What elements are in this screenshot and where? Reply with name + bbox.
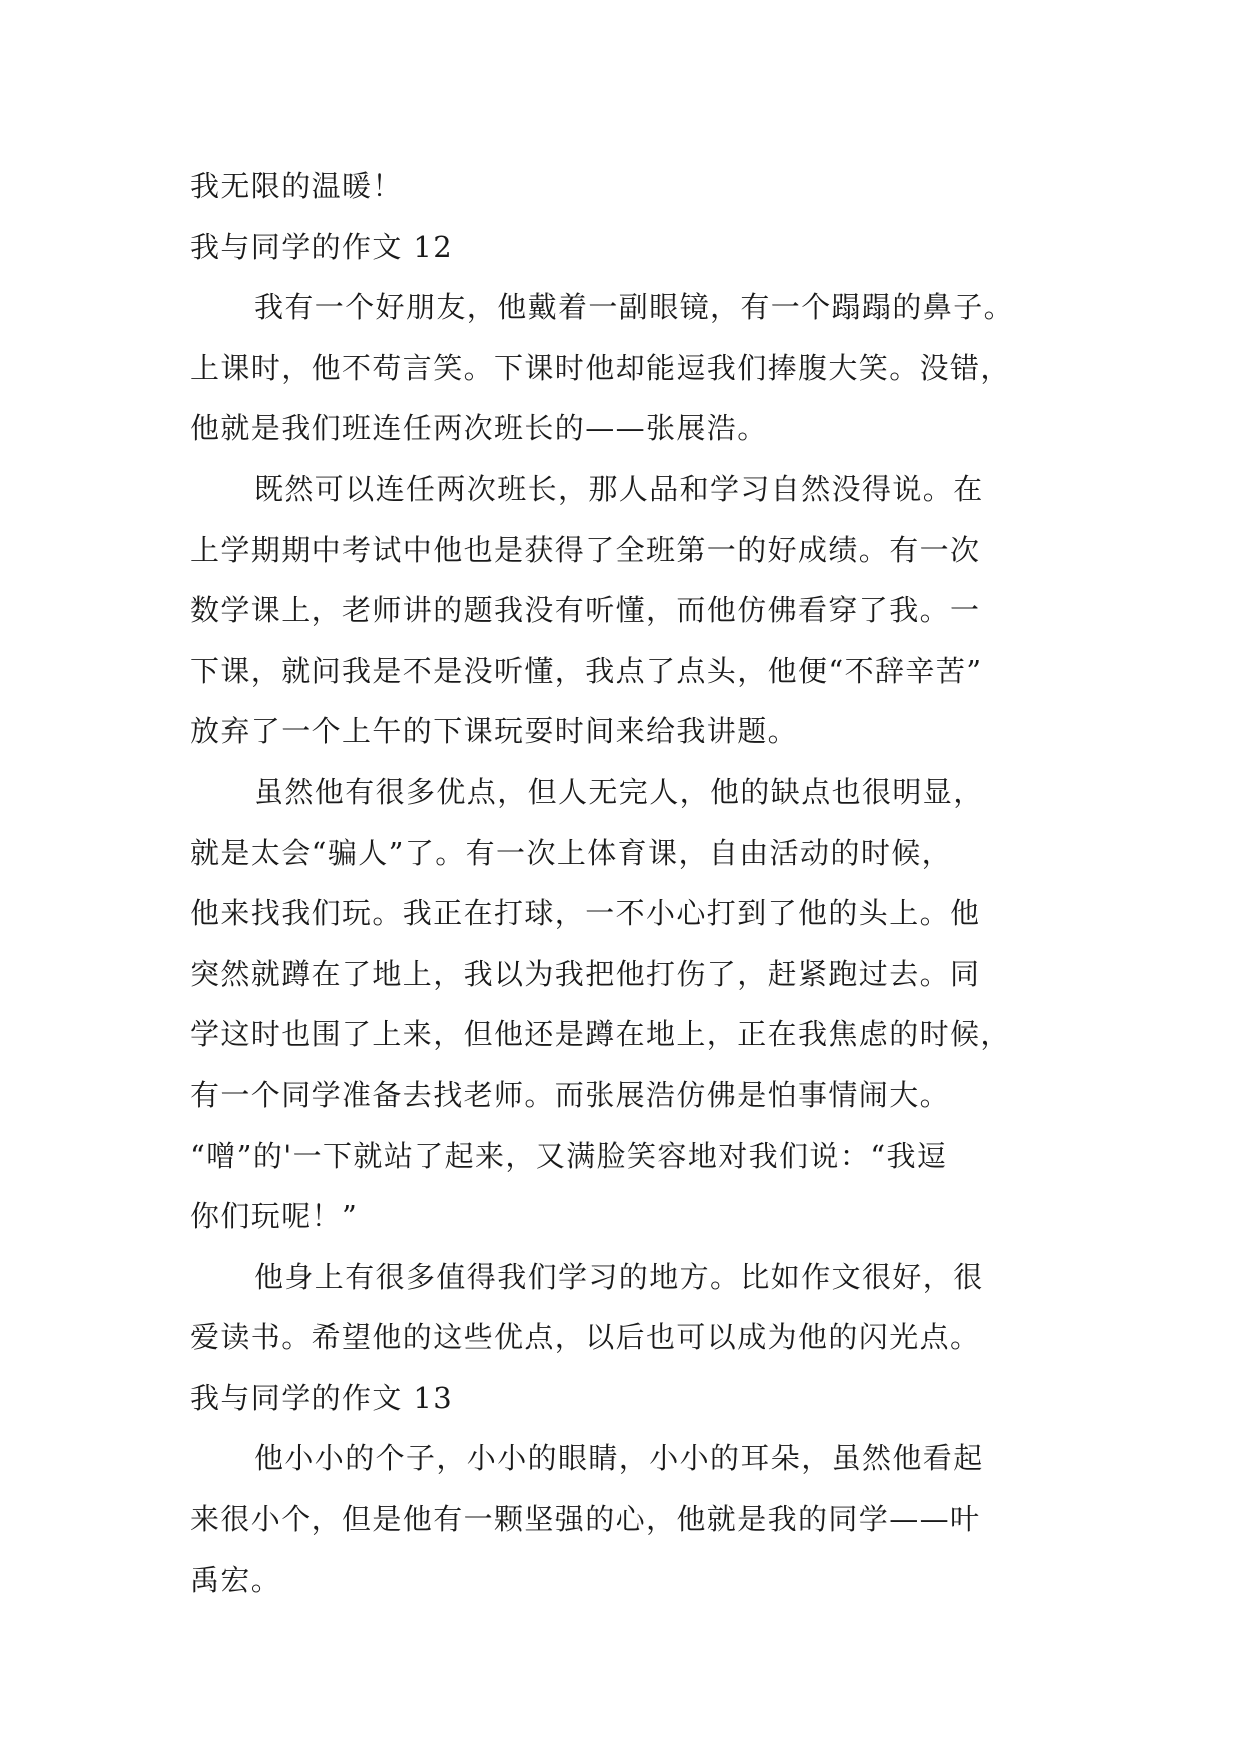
text-line: 他身上有很多值得我们学习的地方。比如作文很好，很 <box>254 1259 984 1294</box>
text-line: 他来找我们玩。我正在打球，一不小心打到了他的头上。他 <box>190 896 981 931</box>
essay-heading-12: 我与同学的作文 12 <box>190 229 454 264</box>
text-line: 突然就蹲在了地上，我以为我把他打伤了，赶紧跑过去。同 <box>190 956 981 991</box>
text-line: 虽然他有很多优点，但人无完人，他的缺点也很明显， <box>254 774 984 809</box>
text-line: 他小小的个子，小小的眼睛，小小的耳朵，虽然他看起 <box>254 1441 984 1476</box>
text-line: 下课，就问我是不是没听懂，我点了点头，他便“不辞辛苦” <box>190 653 983 688</box>
text-line: 我有一个好朋友，他戴着一副眼镜，有一个蹋蹋的鼻子。 <box>254 290 1015 325</box>
text-line: 上学期期中考试中他也是获得了全班第一的好成绩。有一次 <box>190 532 981 567</box>
text-line: “噌”的'一下就站了起来，又满脸笑容地对我们说：“我逗 <box>190 1138 948 1173</box>
text-line: 他就是我们班连任两次班长的——张展浩。 <box>190 411 768 446</box>
text-line: 你们玩呢！” <box>190 1199 359 1234</box>
essay-heading-13: 我与同学的作文 13 <box>190 1380 454 1415</box>
text-line: 数学课上，老师讲的题我没有听懂，而他仿佛看穿了我。一 <box>190 593 981 628</box>
text-line: 禹宏。 <box>190 1562 282 1597</box>
text-line: 既然可以连任两次班长，那人品和学习自然没得说。在 <box>254 471 984 506</box>
text-line: 放弃了一个上午的下课玩耍时间来给我讲题。 <box>190 714 799 749</box>
text-line: 我无限的温暖！ <box>190 169 403 203</box>
text-line: 学这时也围了上来，但他还是蹲在地上，正在我焦虑的时候， <box>190 1017 1011 1052</box>
text-line: 就是太会“骗人”了。有一次上体育课，自由活动的时候， <box>190 835 953 870</box>
text-line: 有一个同学准备去找老师。而张展浩仿佛是怕事情闹大。 <box>190 1077 951 1112</box>
text-line: 来很小个，但是他有一颗坚强的心，他就是我的同学——叶 <box>190 1502 981 1537</box>
text-line: 上课时，他不苟言笑。下课时他却能逗我们捧腹大笑。没错， <box>190 350 1011 385</box>
text-line: 爱读书。希望他的这些优点，以后也可以成为他的闪光点。 <box>190 1320 981 1355</box>
essay-text <box>190 156 1050 1610</box>
